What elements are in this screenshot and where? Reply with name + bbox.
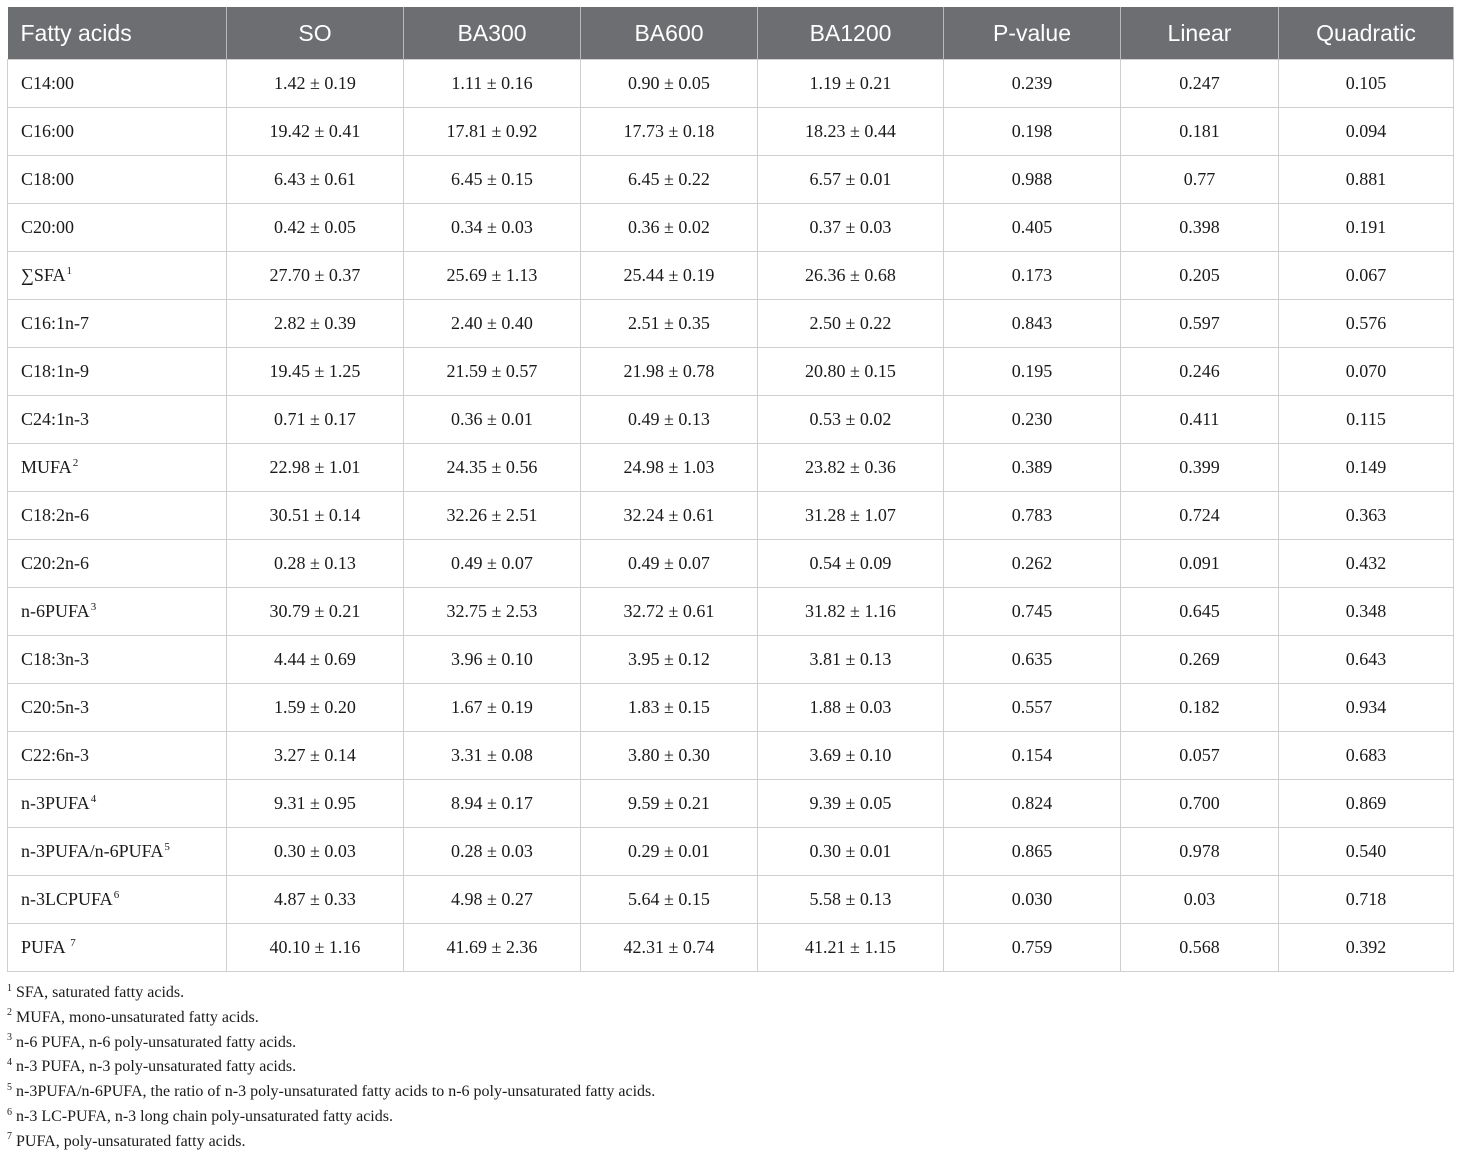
table-cell: 8.94 ± 0.17 [404,780,581,828]
footnote-text: MUFA, mono-unsaturated fatty acids. [16,1008,259,1026]
table-cell: 4.98 ± 0.27 [404,876,581,924]
table-cell: 0.90 ± 0.05 [581,60,758,108]
table-cell: 0.718 [1279,876,1454,924]
table-cell: 1.42 ± 0.19 [227,60,404,108]
footnote [7,1055,1453,1080]
table-cell: 32.24 ± 0.61 [581,492,758,540]
table-cell: 0.205 [1121,252,1279,300]
table-cell: 0.057 [1121,732,1279,780]
table-cell: 0.34 ± 0.03 [404,204,581,252]
footnote-text: SFA, saturated fatty acids. [16,984,185,1001]
table-cell: 32.75 ± 2.53 [404,588,581,636]
table-row [8,108,1454,156]
fatty-acid-name: C22:6n-3 [21,745,90,765]
table-cell: 21.98 ± 0.78 [581,348,758,396]
footnote-number: 6 [7,1106,12,1118]
footnote-marker: 3 [90,601,97,613]
table-cell: 3.95 ± 0.12 [581,636,758,684]
table-cell: 9.59 ± 0.21 [581,780,758,828]
table-cell: 0.540 [1279,828,1454,876]
table-cell: 0.411 [1121,396,1279,444]
table-cell: 0.094 [1279,108,1454,156]
table-header [8,7,1454,60]
table-cell: 24.35 ± 0.56 [404,444,581,492]
table-cell: 6.57 ± 0.01 [758,156,944,204]
column-header-ba1200: BA1200 [758,7,944,60]
fatty-acid-name: C20:5n-3 [21,697,90,717]
table-cell: 0.635 [944,636,1121,684]
table-cell: 0.432 [1279,540,1454,588]
table-cell: 0.070 [1279,348,1454,396]
table-cell: 2.40 ± 0.40 [404,300,581,348]
header-row [8,7,1454,60]
table-cell: 0.29 ± 0.01 [581,828,758,876]
table-cell: 22.98 ± 1.01 [227,444,404,492]
footnote-text: n-3 PUFA, n-3 poly-unsaturated fatty acids. [16,1058,297,1076]
table-cell: 0.363 [1279,492,1454,540]
footnote [7,1031,1453,1056]
table-cell: 0.149 [1279,444,1454,492]
table-cell: 3.69 ± 0.10 [758,732,944,780]
table-cell: 0.54 ± 0.09 [758,540,944,588]
table-cell: 3.81 ± 0.13 [758,636,944,684]
row-label-cell [8,540,227,588]
table-cell: 0.091 [1121,540,1279,588]
table-row [8,876,1454,924]
table-cell: 0.399 [1121,444,1279,492]
row-label-cell [8,876,227,924]
table-cell: 0.154 [944,732,1121,780]
fatty-acid-name: C18:00 [21,169,75,189]
column-header-quadratic: Quadratic [1279,7,1454,60]
footnote-marker: 6 [113,889,120,901]
table-cell: 3.27 ± 0.14 [227,732,404,780]
row-label-cell [8,780,227,828]
row-label-cell [8,924,227,972]
table-cell: 32.72 ± 0.61 [581,588,758,636]
table-row [8,636,1454,684]
table-row [8,492,1454,540]
table-cell: 32.26 ± 2.51 [404,492,581,540]
table-cell: 0.115 [1279,396,1454,444]
fatty-acid-name: n-6PUFA [21,601,90,621]
footnote-marker: 2 [72,457,79,469]
table-cell: 0.824 [944,780,1121,828]
table-cell: 0.191 [1279,204,1454,252]
footnote-number: 5 [7,1081,12,1093]
fatty-acid-name: C20:2n-6 [21,553,90,573]
footnote [7,1006,1453,1031]
table-cell: 0.643 [1279,636,1454,684]
fatty-acid-name: MUFA [21,457,72,477]
row-label-cell [8,348,227,396]
row-label-cell [8,684,227,732]
fatty-acid-name: C18:1n-9 [21,361,90,381]
column-header-p-value: P-value [944,7,1121,60]
table-cell: 0.557 [944,684,1121,732]
row-label-cell [8,300,227,348]
footnote-text: n-3 LC-PUFA, n-3 long chain poly-unsaturated fatty acids. [16,1107,393,1125]
table-cell: 0.865 [944,828,1121,876]
footnote-number: 7 [7,1131,12,1143]
table-cell: 0.28 ± 0.13 [227,540,404,588]
column-header-fatty-acids: Fatty acids [8,7,227,60]
table-cell: 0.389 [944,444,1121,492]
table-cell: 0.934 [1279,684,1454,732]
table-cell: 41.69 ± 2.36 [404,924,581,972]
table-cell: 0.978 [1121,828,1279,876]
table-cell: 0.247 [1121,60,1279,108]
table-cell: 0.42 ± 0.05 [227,204,404,252]
footnote-marker: 4 [90,793,97,805]
table-cell: 17.81 ± 0.92 [404,108,581,156]
table-cell: 0.881 [1279,156,1454,204]
table-cell: 27.70 ± 0.37 [227,252,404,300]
table-cell: 0.783 [944,492,1121,540]
footnote [7,1105,1453,1130]
footnote-text: PUFA, poly-unsaturated fatty acids. [16,1132,246,1150]
column-header-ba600: BA600 [581,7,758,60]
table-cell: 6.45 ± 0.22 [581,156,758,204]
footnote [7,1130,1453,1155]
table-cell: 0.392 [1279,924,1454,972]
table-cell: 2.82 ± 0.39 [227,300,404,348]
table-cell: 42.31 ± 0.74 [581,924,758,972]
footnote-number: 3 [7,1032,12,1044]
fatty-acid-name: PUFA [21,937,70,957]
table-cell: 0.03 [1121,876,1279,924]
table-row [8,156,1454,204]
table-row [8,540,1454,588]
table-cell: 0.759 [944,924,1121,972]
table-cell: 23.82 ± 0.36 [758,444,944,492]
footnote-number: 2 [7,1007,12,1019]
table-cell: 2.50 ± 0.22 [758,300,944,348]
table-cell: 0.398 [1121,204,1279,252]
table-cell: 0.28 ± 0.03 [404,828,581,876]
table-body [8,60,1454,972]
footnote-number: 1 [7,982,12,994]
footnote-number: 4 [7,1057,12,1069]
fatty-acid-name: C16:1n-7 [21,313,90,333]
column-header-so: SO [227,7,404,60]
fatty-acid-name: ∑SFA [21,265,66,285]
table-cell: 0.173 [944,252,1121,300]
table-row [8,396,1454,444]
table-cell: 5.64 ± 0.15 [581,876,758,924]
table-row [8,684,1454,732]
table-row [8,780,1454,828]
table-row [8,588,1454,636]
table-cell: 0.49 ± 0.07 [404,540,581,588]
table-cell: 0.36 ± 0.02 [581,204,758,252]
row-label-cell [8,396,227,444]
row-label-cell [8,492,227,540]
fatty-acid-name: C24:1n-3 [21,409,90,429]
table-cell: 0.869 [1279,780,1454,828]
fatty-acid-name: C16:00 [21,121,75,141]
table-row [8,300,1454,348]
table-cell: 24.98 ± 1.03 [581,444,758,492]
table-cell: 0.49 ± 0.07 [581,540,758,588]
table-row [8,444,1454,492]
table-cell: 0.30 ± 0.03 [227,828,404,876]
row-label-cell [8,252,227,300]
table-cell: 3.80 ± 0.30 [581,732,758,780]
table-row [8,252,1454,300]
table-cell: 1.19 ± 0.21 [758,60,944,108]
fatty-acid-table [7,7,1454,972]
table-cell: 0.49 ± 0.13 [581,396,758,444]
table-cell: 17.73 ± 0.18 [581,108,758,156]
row-label-cell [8,828,227,876]
footnote-text: n-6 PUFA, n-6 poly-unsaturated fatty acids. [16,1033,297,1051]
table-cell: 9.31 ± 0.95 [227,780,404,828]
table-cell: 0.53 ± 0.02 [758,396,944,444]
table-row [8,828,1454,876]
table-cell: 26.36 ± 0.68 [758,252,944,300]
table-cell: 4.44 ± 0.69 [227,636,404,684]
table-row [8,924,1454,972]
table-cell: 20.80 ± 0.15 [758,348,944,396]
table-cell: 1.11 ± 0.16 [404,60,581,108]
table-cell: 5.58 ± 0.13 [758,876,944,924]
table-cell: 1.88 ± 0.03 [758,684,944,732]
column-header-ba300: BA300 [404,7,581,60]
fatty-acid-name: C18:2n-6 [21,505,90,525]
table-cell: 0.348 [1279,588,1454,636]
table-cell: 0.30 ± 0.01 [758,828,944,876]
footnote-marker: 1 [66,265,73,277]
table-cell: 9.39 ± 0.05 [758,780,944,828]
table-cell: 0.239 [944,60,1121,108]
row-label-cell [8,444,227,492]
table-cell: 0.683 [1279,732,1454,780]
table-cell: 0.645 [1121,588,1279,636]
table-cell: 19.45 ± 1.25 [227,348,404,396]
footnotes [7,981,1453,1155]
row-label-cell [8,204,227,252]
table-cell: 4.87 ± 0.33 [227,876,404,924]
table-cell: 0.36 ± 0.01 [404,396,581,444]
table-cell: 31.28 ± 1.07 [758,492,944,540]
table-cell: 0.843 [944,300,1121,348]
table-cell: 25.44 ± 0.19 [581,252,758,300]
row-label-cell [8,588,227,636]
table-cell: 6.45 ± 0.15 [404,156,581,204]
column-header-linear: Linear [1121,7,1279,60]
row-label-cell [8,108,227,156]
table-row [8,348,1454,396]
row-label-cell [8,636,227,684]
footnote [7,981,1453,1006]
table-cell: 30.51 ± 0.14 [227,492,404,540]
table-cell: 0.745 [944,588,1121,636]
table-cell: 0.195 [944,348,1121,396]
table-cell: 0.988 [944,156,1121,204]
table-cell: 6.43 ± 0.61 [227,156,404,204]
table-cell: 1.59 ± 0.20 [227,684,404,732]
table-cell: 0.181 [1121,108,1279,156]
table-cell: 0.269 [1121,636,1279,684]
table-cell: 31.82 ± 1.16 [758,588,944,636]
table-cell: 30.79 ± 0.21 [227,588,404,636]
table-cell: 0.576 [1279,300,1454,348]
table-cell: 0.105 [1279,60,1454,108]
fatty-acid-name: n-3LCPUFA [21,889,113,909]
table-cell: 0.597 [1121,300,1279,348]
table-cell: 0.37 ± 0.03 [758,204,944,252]
table-cell: 3.31 ± 0.08 [404,732,581,780]
table-cell: 0.77 [1121,156,1279,204]
table-cell: 2.51 ± 0.35 [581,300,758,348]
fatty-acid-name: C20:00 [21,217,75,237]
table-row [8,60,1454,108]
table-cell: 0.230 [944,396,1121,444]
row-label-cell [8,156,227,204]
table-cell: 40.10 ± 1.16 [227,924,404,972]
table-cell: 0.262 [944,540,1121,588]
fatty-acid-name: n-3PUFA/n-6PUFA [21,841,164,861]
table-cell: 0.246 [1121,348,1279,396]
footnote [7,1080,1453,1105]
table-cell: 41.21 ± 1.15 [758,924,944,972]
table-cell: 19.42 ± 0.41 [227,108,404,156]
footnote-marker: 5 [164,841,170,853]
table-row [8,732,1454,780]
table-cell: 0.030 [944,876,1121,924]
table-cell: 1.67 ± 0.19 [404,684,581,732]
table-cell: 0.182 [1121,684,1279,732]
table-cell: 1.83 ± 0.15 [581,684,758,732]
footnote-marker: 7 [70,937,76,949]
row-label-cell [8,732,227,780]
table-cell: 0.700 [1121,780,1279,828]
row-label-cell [8,60,227,108]
fatty-acid-name: C18:3n-3 [21,649,90,669]
table-cell: 0.568 [1121,924,1279,972]
table-cell: 21.59 ± 0.57 [404,348,581,396]
fatty-acid-name: C14:00 [21,73,75,93]
document [7,7,1453,1155]
table-row [8,204,1454,252]
table-cell: 0.405 [944,204,1121,252]
table-cell: 3.96 ± 0.10 [404,636,581,684]
table-cell: 18.23 ± 0.44 [758,108,944,156]
table-cell: 0.724 [1121,492,1279,540]
table-cell: 0.71 ± 0.17 [227,396,404,444]
table-cell: 25.69 ± 1.13 [404,252,581,300]
fatty-acid-name: n-3PUFA [21,793,90,813]
table-cell: 0.067 [1279,252,1454,300]
footnote-text: n-3PUFA/n-6PUFA, the ratio of n-3 poly-unsaturated fatty acids to n-6 poly-unsaturated fatty acids. [16,1083,656,1101]
table-cell: 0.198 [944,108,1121,156]
